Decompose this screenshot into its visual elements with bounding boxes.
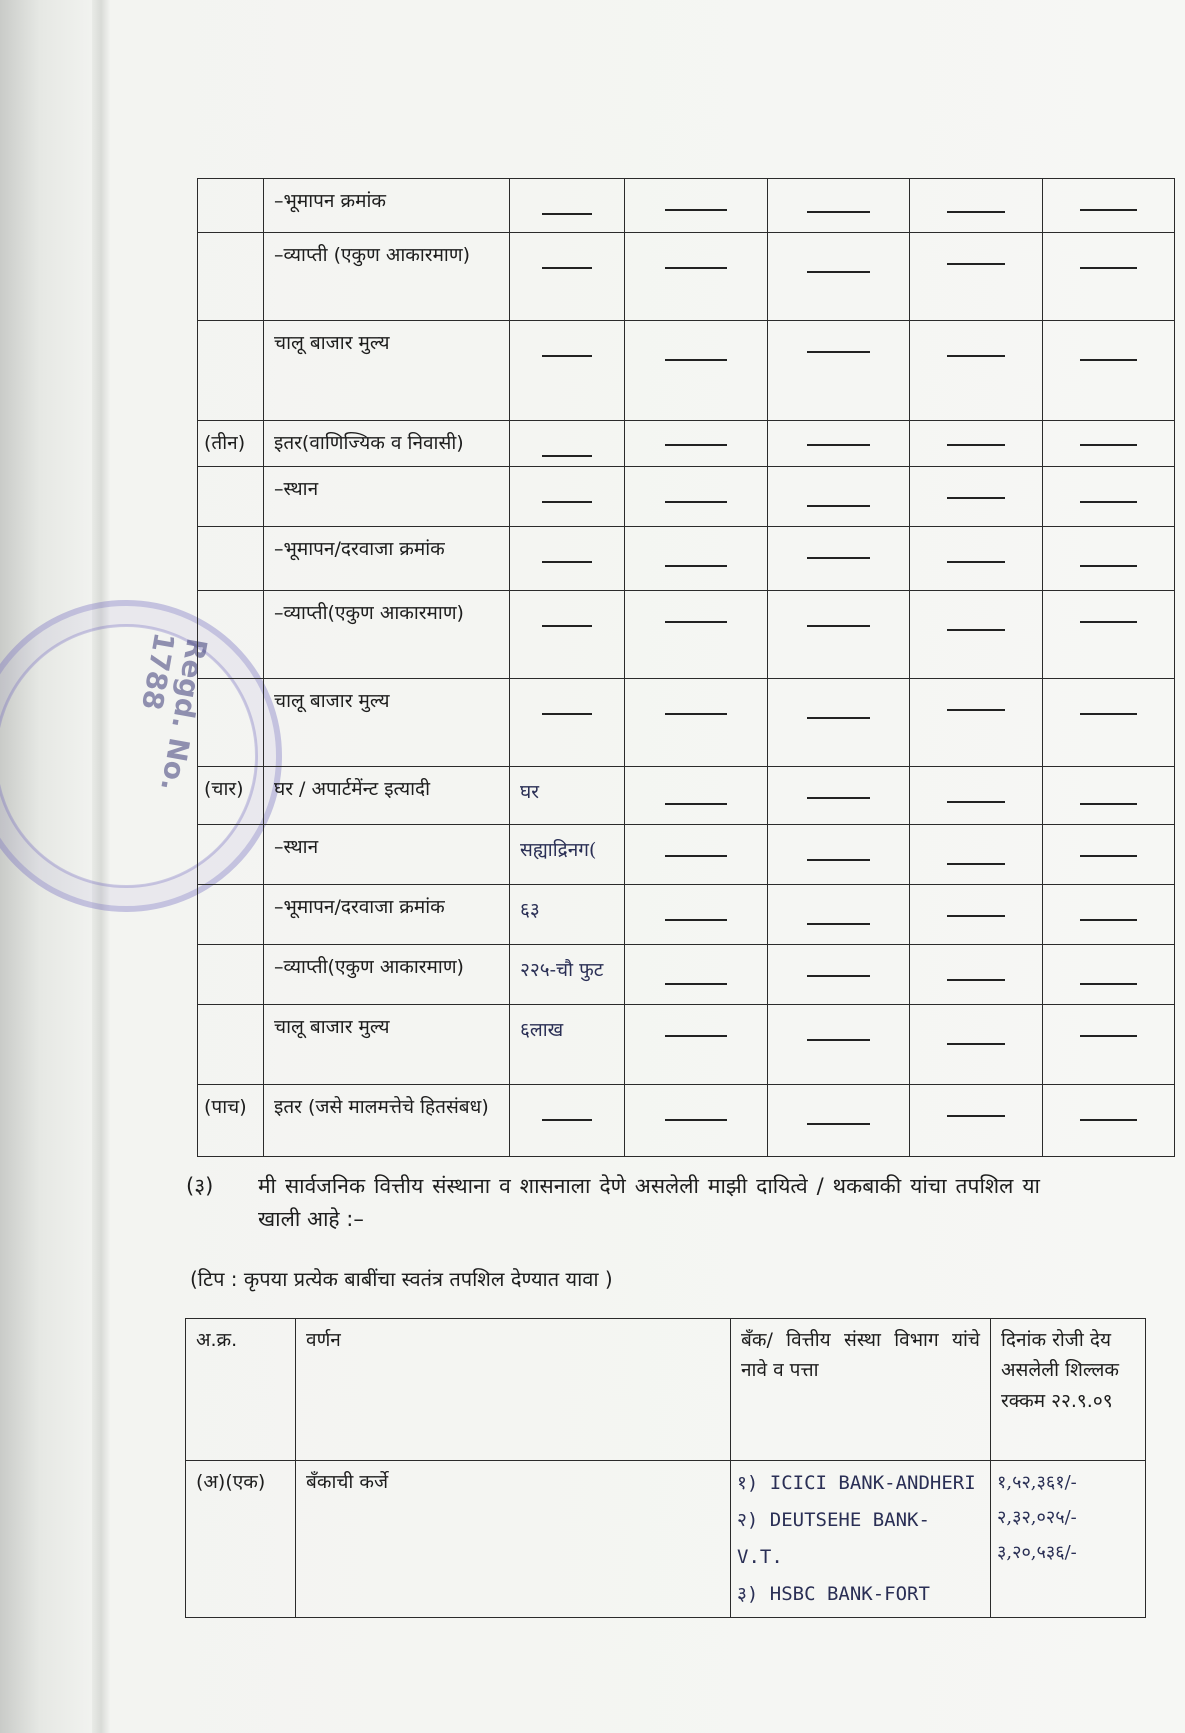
nil-cell bbox=[768, 945, 910, 1005]
nil-cell bbox=[1043, 825, 1175, 885]
dash-mark bbox=[947, 915, 1005, 917]
nil-cell bbox=[910, 945, 1043, 1005]
nil-cell bbox=[625, 679, 768, 767]
section-3-paragraph bbox=[186, 1170, 1040, 1235]
nil-cell bbox=[768, 885, 910, 945]
nil-cell bbox=[768, 467, 910, 527]
nil-cell bbox=[910, 1085, 1043, 1157]
bank-entry: ३) HSBC BANK-FORT bbox=[737, 1583, 930, 1606]
row-number: (तीन) bbox=[198, 421, 264, 467]
dash-mark bbox=[665, 919, 727, 921]
dash-mark bbox=[665, 803, 727, 805]
row-label: चालू बाजार मुल्य bbox=[264, 321, 510, 421]
dash-mark bbox=[665, 209, 727, 211]
dash-mark bbox=[1080, 803, 1138, 805]
table-row bbox=[198, 527, 1175, 591]
handwritten-entry bbox=[510, 527, 625, 591]
dash-mark bbox=[807, 211, 869, 213]
nil-cell bbox=[910, 421, 1043, 467]
nil-cell bbox=[910, 885, 1043, 945]
nil-cell bbox=[1043, 179, 1175, 233]
row-number bbox=[198, 179, 264, 233]
dash-mark bbox=[947, 444, 1005, 446]
handwritten-entry: ६३ bbox=[510, 885, 625, 945]
section-number: (३) bbox=[186, 1174, 214, 1198]
nil-cell bbox=[1043, 767, 1175, 825]
nil-cell bbox=[1043, 679, 1175, 767]
dash-mark bbox=[665, 621, 727, 623]
dash-mark bbox=[807, 557, 869, 559]
dash-mark bbox=[1080, 209, 1138, 211]
note-text: (टिप : कृपया प्रत्येक बाबींचा स्वतंत्र तपशिल देण्यात यावा ) bbox=[190, 1267, 613, 1291]
dash-mark bbox=[947, 355, 1005, 357]
section-text: मी सार्वजनिक वित्तीय संस्थाना व शासनाला देणे असलेली माझी दायित्वे / थकबाकी यांचा तपशिल या खाली आहे :– bbox=[258, 1174, 1040, 1231]
row-number bbox=[198, 1005, 264, 1085]
dash-mark bbox=[947, 863, 1005, 865]
dash-mark bbox=[947, 561, 1005, 563]
row-label: इतर (जसे मालमत्तेचे हितसंबध) bbox=[264, 1085, 510, 1157]
dash-mark bbox=[807, 1039, 869, 1041]
row-description: बॅंकाची कर्जे bbox=[296, 1461, 731, 1618]
handwritten-entry: २२५-चौ फुट bbox=[510, 945, 625, 1005]
dash-mark bbox=[947, 1115, 1005, 1117]
nil-cell bbox=[910, 679, 1043, 767]
handwritten-entry bbox=[510, 179, 625, 233]
liabilities-table bbox=[185, 1318, 1145, 1618]
dash-mark bbox=[807, 444, 869, 446]
nil-cell bbox=[910, 233, 1043, 321]
handwritten-entry: सह्याद्रिनग( bbox=[510, 825, 625, 885]
dash-mark bbox=[807, 797, 869, 799]
dash-mark bbox=[665, 713, 727, 715]
nil-cell bbox=[625, 1085, 768, 1157]
row-number bbox=[198, 467, 264, 527]
dash-mark bbox=[542, 713, 592, 715]
dash-mark bbox=[1080, 1119, 1138, 1121]
table-row bbox=[198, 179, 1175, 233]
nil-cell bbox=[625, 467, 768, 527]
handwritten-entry bbox=[510, 679, 625, 767]
dash-mark bbox=[542, 625, 592, 627]
nil-cell bbox=[910, 1005, 1043, 1085]
dash-mark bbox=[665, 1119, 727, 1121]
seal-stamp: Regd. No. 1788 bbox=[0, 600, 282, 912]
row-label: चालू बाजार मुल्य bbox=[264, 679, 510, 767]
handwritten-entry: घर bbox=[510, 767, 625, 825]
nil-cell bbox=[768, 421, 910, 467]
handwritten-entry bbox=[510, 421, 625, 467]
row-number: (पाच) bbox=[198, 1085, 264, 1157]
nil-cell bbox=[910, 179, 1043, 233]
nil-cell bbox=[768, 179, 910, 233]
nil-cell bbox=[1043, 1005, 1175, 1085]
dash-mark bbox=[1080, 359, 1138, 361]
dash-mark bbox=[542, 355, 592, 357]
nil-cell bbox=[910, 591, 1043, 679]
row-number: (चार) bbox=[198, 767, 264, 825]
handwritten-entry bbox=[510, 1085, 625, 1157]
dash-mark bbox=[947, 709, 1005, 711]
dash-mark bbox=[542, 267, 592, 269]
dash-mark bbox=[1080, 565, 1138, 567]
dash-mark bbox=[665, 855, 727, 857]
dash-mark bbox=[807, 625, 869, 627]
row-label: –व्याप्ती (एकुण आकारमाण) bbox=[264, 233, 510, 321]
handwritten-entry: ६लाख bbox=[510, 1005, 625, 1085]
row-label: –व्याप्ती(एकुण आकारमाण) bbox=[264, 945, 510, 1005]
amount-list bbox=[991, 1461, 1146, 1618]
nil-cell bbox=[625, 825, 768, 885]
nil-cell bbox=[625, 885, 768, 945]
nil-cell bbox=[625, 179, 768, 233]
table-row bbox=[198, 1005, 1175, 1085]
bank-entry: १) ICICI BANK-ANDHERI bbox=[737, 1472, 976, 1494]
row-number bbox=[198, 591, 264, 679]
row-number bbox=[198, 321, 264, 421]
handwritten-entry bbox=[510, 321, 625, 421]
handwritten-entry bbox=[510, 591, 625, 679]
nil-cell bbox=[768, 679, 910, 767]
table-row bbox=[198, 591, 1175, 679]
dash-mark bbox=[665, 983, 727, 985]
nil-cell bbox=[910, 767, 1043, 825]
nil-cell bbox=[625, 321, 768, 421]
nil-cell bbox=[768, 1005, 910, 1085]
nil-cell bbox=[768, 1085, 910, 1157]
nil-cell bbox=[768, 527, 910, 591]
nil-cell bbox=[1043, 467, 1175, 527]
dash-mark bbox=[947, 497, 1005, 499]
dash-mark bbox=[807, 351, 869, 353]
dash-mark bbox=[947, 211, 1005, 213]
nil-cell bbox=[1043, 233, 1175, 321]
nil-cell bbox=[910, 321, 1043, 421]
dash-mark bbox=[1080, 713, 1138, 715]
dash-mark bbox=[542, 561, 592, 563]
row-label: इतर(वाणिज्यिक व निवासी) bbox=[264, 421, 510, 467]
handwritten-entry bbox=[510, 467, 625, 527]
nil-cell bbox=[910, 527, 1043, 591]
nil-cell bbox=[625, 767, 768, 825]
nil-cell bbox=[768, 321, 910, 421]
dash-mark bbox=[807, 923, 869, 925]
nil-cell bbox=[625, 945, 768, 1005]
dash-mark bbox=[807, 1123, 869, 1125]
dash-mark bbox=[807, 505, 869, 507]
nil-cell bbox=[1043, 421, 1175, 467]
table-row bbox=[198, 233, 1175, 321]
nil-cell bbox=[625, 1005, 768, 1085]
handwritten-entry bbox=[510, 233, 625, 321]
dash-mark bbox=[665, 1035, 727, 1037]
row-label: चालू बाजार मुल्य bbox=[264, 1005, 510, 1085]
table-row bbox=[198, 421, 1175, 467]
table-row bbox=[198, 321, 1175, 421]
table-row bbox=[198, 679, 1175, 767]
dash-mark bbox=[1080, 1035, 1138, 1037]
dash-mark bbox=[542, 1119, 592, 1121]
col-header-serial: अ.क्र. bbox=[186, 1319, 296, 1461]
col-header-description: वर्णन bbox=[296, 1319, 731, 1461]
row-serial: (अ)(एक) bbox=[186, 1461, 296, 1618]
nil-cell bbox=[1043, 945, 1175, 1005]
dash-mark bbox=[947, 1043, 1005, 1045]
dash-mark bbox=[665, 267, 727, 269]
bank-list bbox=[731, 1461, 991, 1618]
table-row bbox=[198, 945, 1175, 1005]
nil-cell bbox=[1043, 1085, 1175, 1157]
nil-cell bbox=[625, 591, 768, 679]
nil-cell bbox=[1043, 885, 1175, 945]
dash-mark bbox=[665, 359, 727, 361]
nil-cell bbox=[768, 233, 910, 321]
col-header-balance: दिनांक रोजी देय असलेली शिल्लक रक्कम २२.९.०९ bbox=[991, 1319, 1146, 1461]
dash-mark bbox=[542, 213, 592, 215]
dash-mark bbox=[1080, 983, 1138, 985]
dash-mark bbox=[947, 263, 1005, 265]
dash-mark bbox=[665, 501, 727, 503]
dash-mark bbox=[807, 271, 869, 273]
nil-cell bbox=[768, 767, 910, 825]
amount-entry: २,३२,०२५/- bbox=[997, 1507, 1077, 1529]
assets-table bbox=[197, 178, 1174, 1157]
nil-cell bbox=[1043, 321, 1175, 421]
dash-mark bbox=[665, 565, 727, 567]
nil-cell bbox=[910, 467, 1043, 527]
dash-mark bbox=[665, 444, 727, 446]
bank-entry: २) DEUTSEHE BANK- V.T. bbox=[737, 1509, 930, 1569]
dash-mark bbox=[542, 455, 592, 457]
row-label: –व्याप्ती(एकुण आकारमाण) bbox=[264, 591, 510, 679]
dash-mark bbox=[542, 501, 592, 503]
table-row bbox=[198, 467, 1175, 527]
nil-cell bbox=[768, 825, 910, 885]
dash-mark bbox=[1080, 621, 1138, 623]
row-label: –भूमापन/दरवाजा क्रमांक bbox=[264, 527, 510, 591]
row-number bbox=[198, 679, 264, 767]
nil-cell bbox=[625, 527, 768, 591]
nil-cell bbox=[1043, 527, 1175, 591]
row-number bbox=[198, 233, 264, 321]
amount-entry: ३,२०,५३६/- bbox=[997, 1542, 1077, 1564]
amount-entry: १,५२,३६१/- bbox=[997, 1472, 1077, 1493]
table-row bbox=[198, 767, 1175, 825]
row-number bbox=[198, 885, 264, 945]
dash-mark bbox=[807, 975, 869, 977]
dash-mark bbox=[947, 629, 1005, 631]
dash-mark bbox=[807, 717, 869, 719]
row-number bbox=[198, 945, 264, 1005]
table-row bbox=[198, 825, 1175, 885]
dash-mark bbox=[807, 859, 869, 861]
dash-mark bbox=[1080, 444, 1138, 446]
row-label: घर / अपार्टमेंन्ट इत्यादी bbox=[264, 767, 510, 825]
row-label: –भूमापन क्रमांक bbox=[264, 179, 510, 233]
nil-cell bbox=[625, 421, 768, 467]
col-header-bank: बॅंक/ वित्तीय संस्था विभाग यांचे नावे व पत्ता bbox=[731, 1319, 991, 1461]
row-label: –भूमापन/दरवाजा क्रमांक bbox=[264, 885, 510, 945]
row-number bbox=[198, 825, 264, 885]
nil-cell bbox=[910, 825, 1043, 885]
dash-mark bbox=[947, 801, 1005, 803]
table-row bbox=[198, 885, 1175, 945]
dash-mark bbox=[1080, 267, 1138, 269]
nil-cell bbox=[768, 591, 910, 679]
nil-cell bbox=[625, 233, 768, 321]
row-number bbox=[198, 527, 264, 591]
row-label: –स्थान bbox=[264, 467, 510, 527]
dash-mark bbox=[1080, 919, 1138, 921]
row-label: –स्थान bbox=[264, 825, 510, 885]
dash-mark bbox=[1080, 855, 1138, 857]
dash-mark bbox=[947, 979, 1005, 981]
dash-mark bbox=[1080, 501, 1138, 503]
table-row bbox=[198, 1085, 1175, 1157]
nil-cell bbox=[1043, 591, 1175, 679]
